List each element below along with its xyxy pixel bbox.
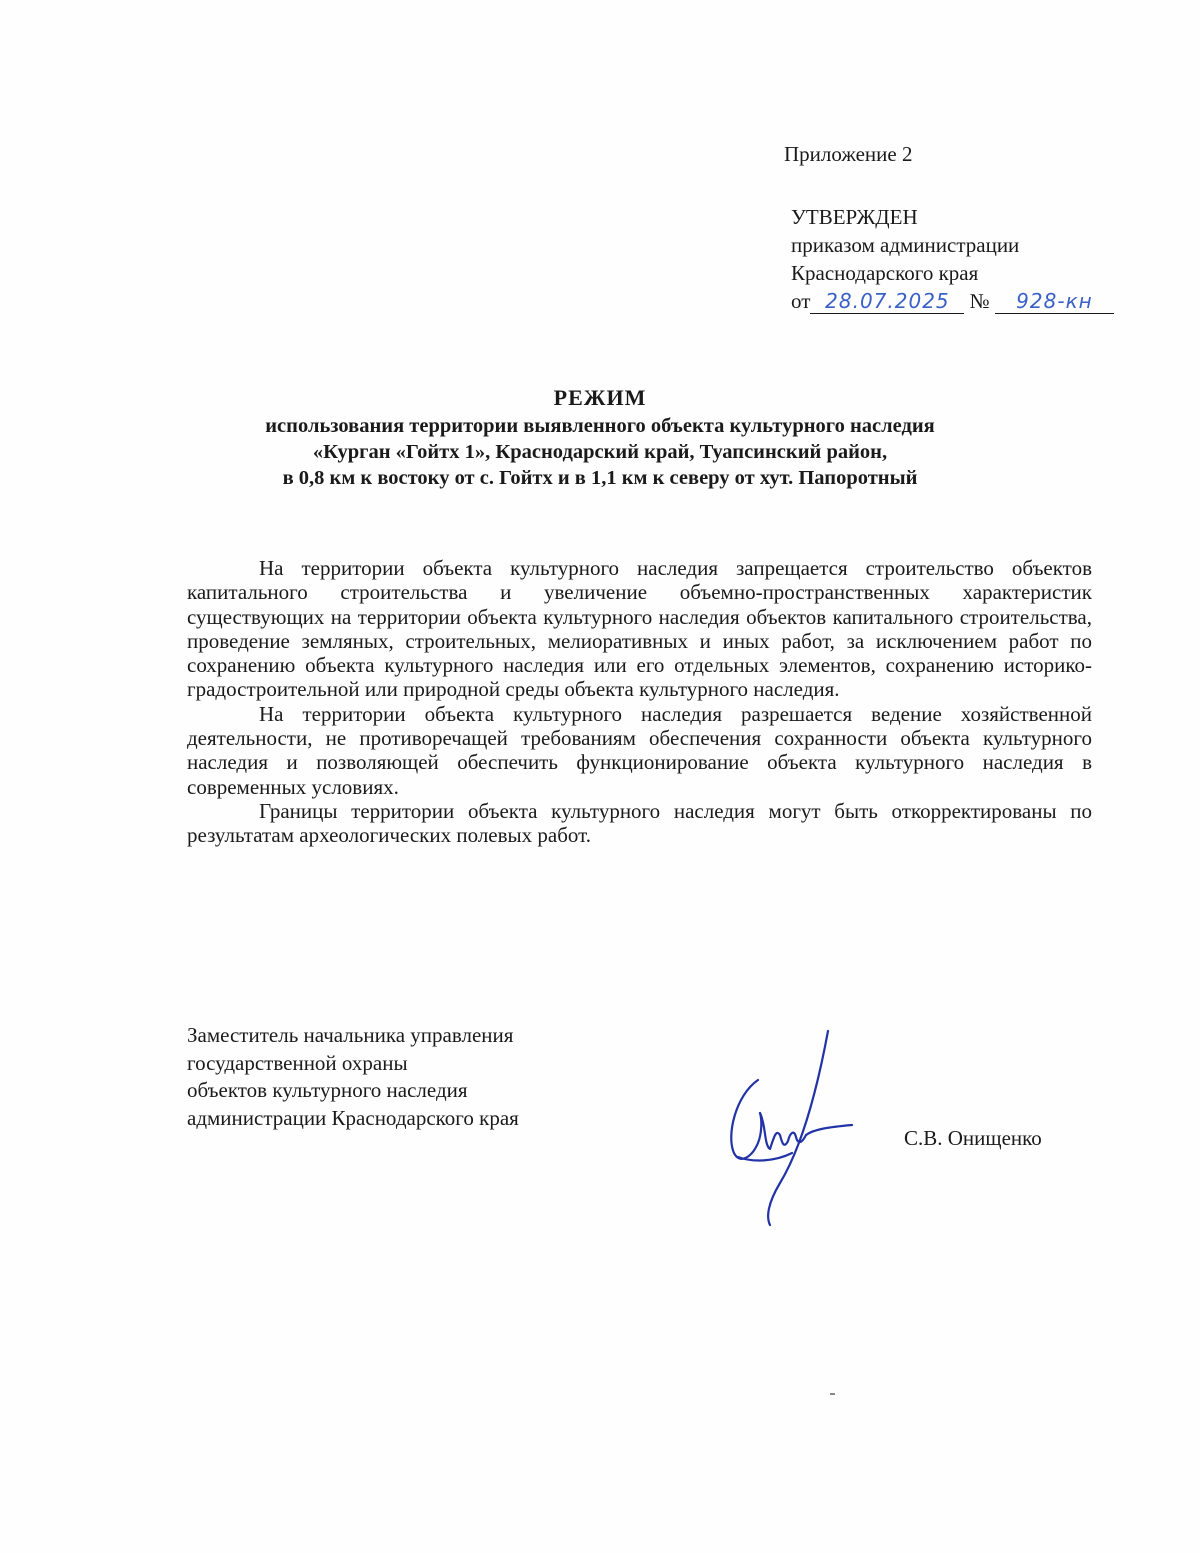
title-line-1: использования территории выявленного объекта культурного наследия: [265, 415, 935, 437]
signer-name: С.В. Онищенко: [904, 1126, 1042, 1150]
signer-position: [187, 1022, 519, 1132]
date-prefix: от: [791, 289, 811, 313]
position-line-3: объектов культурного наследия: [187, 1078, 468, 1102]
handwritten-signature: [718, 1025, 868, 1230]
paragraph-3: Границы территории объекта культурного наследия могут быть откорректированы по результатам археологических полевых работ.: [187, 798, 1092, 848]
title-line-3: в 0,8 км к востоку от с. Гойтх и в 1,1 км к северу от хут. Папоротный: [282, 467, 918, 489]
handwritten-number: 928-кн: [995, 289, 1114, 314]
position-line-4: администрации Краснодарского края: [187, 1105, 519, 1130]
number-prefix: №: [969, 289, 990, 313]
scan-speck: [830, 1393, 835, 1395]
document-title: [150, 383, 1050, 491]
title-line-2: «Курган «Гойтх 1», Краснодарский край, Туапсинский район,: [312, 441, 888, 463]
approval-block: [791, 203, 1114, 315]
handwritten-date: 28.07.2025: [810, 289, 964, 314]
approved-label: УТВЕРЖДЕН: [791, 205, 918, 229]
position-line-1: Заместитель начальника управления: [187, 1023, 514, 1047]
paragraph-1: На территории объекта культурного наследия запрещается строительство объектов капитального строительства и увеличение объемно-пространственных характеристик существующих на территории объекта культурного наследия объектов капитального строительства, проведение земляных, строительных, мелиоративных и иных работ, за исключением работ по сохранению объекта культурного наследия или его отдельных элементов, сохранению историко-градостроительной или природной среды объекта культурного наследия.: [187, 556, 1092, 702]
appendix-label: Приложение 2: [784, 142, 913, 166]
document-body: [187, 556, 1092, 848]
position-line-2: государственной охраны: [187, 1050, 408, 1075]
approval-line-2: Краснодарского края: [791, 261, 979, 285]
title-main: РЕЖИМ: [553, 385, 647, 410]
approval-date-line: [791, 287, 1114, 315]
paragraph-2: На территории объекта культурного наследия разрешается ведение хозяйственной деятельности, не противоречащей требованиям обеспечения сохранности объекта культурного наследия и позволяющей обеспечить функционирование объекта культурного наследия в современных условиях.: [187, 701, 1092, 799]
approval-line-1: приказом администрации: [791, 233, 1020, 257]
